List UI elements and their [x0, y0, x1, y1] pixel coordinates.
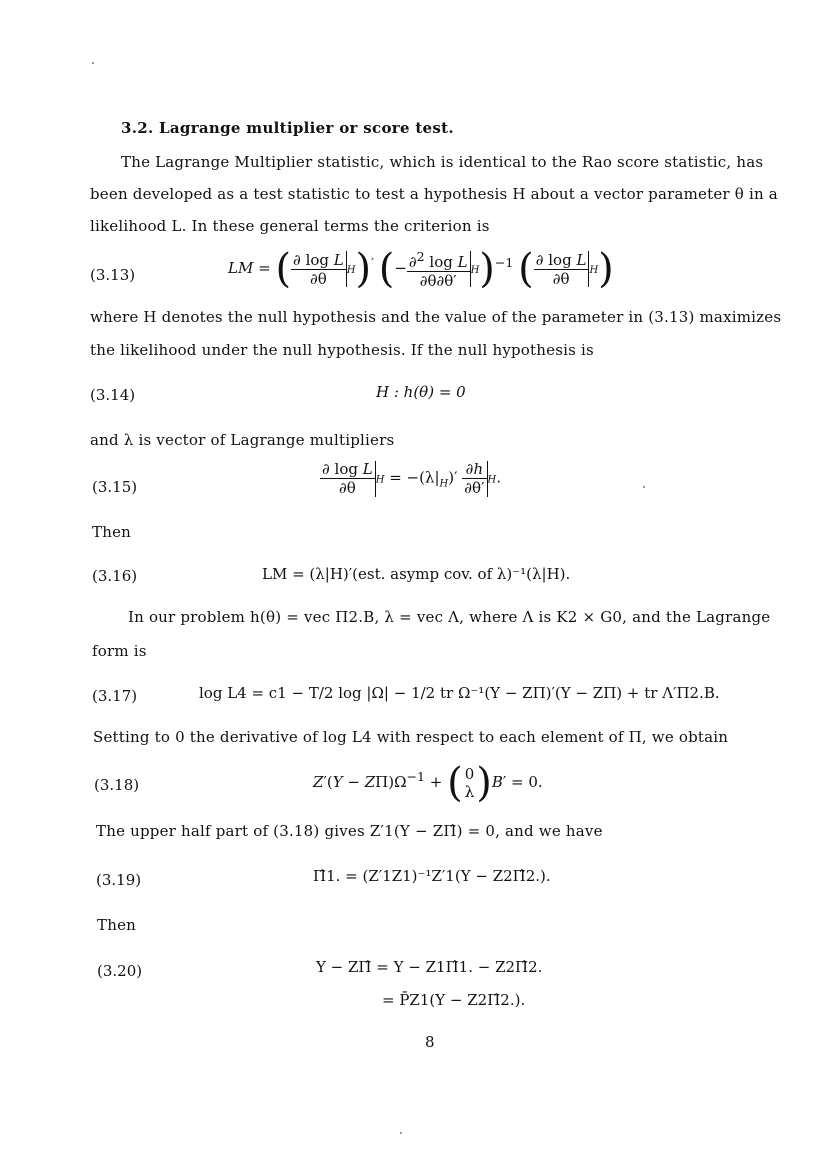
equation-number: (3.16) [92, 567, 138, 585]
equation-number: (3.14) [90, 386, 136, 404]
scan-speck [400, 1132, 402, 1134]
paragraph-line: The Lagrange Multiplier statistic, which is identical to the Rao score statistic, has [121, 153, 764, 171]
paragraph-line: and λ is vector of Lagrange multipliers [90, 431, 395, 449]
equation-3-19: Π̂1. = (Z′1Z1)⁻¹Z′1(Y − Z2Π̂2.). [313, 867, 551, 885]
equation-number: (3.20) [97, 962, 143, 980]
equation-number: (3.17) [92, 687, 138, 705]
equation-number: (3.18) [94, 776, 140, 794]
equation-number: (3.13) [90, 266, 136, 284]
equation-3-18: $Z'(Y - Z\Pi)\Omega^{-1}$ + ( 0 λ )B′ = 0. [313, 760, 543, 806]
equation-3-20-line2: = P̄Z1(Y − Z2Π̂2.). [382, 991, 526, 1009]
equation-3-17: log L4 = c1 − T/2 log |Ω| − 1/2 tr Ω⁻¹(Y − ZΠ)′(Y − ZΠ) + tr Λ′Π2.B. [199, 684, 720, 702]
equation-number: (3.15) [92, 478, 138, 496]
paragraph-line: In our problem h(θ) = vec Π2.B, λ = vec Λ, where Λ is K2 × G0, and the Lagrange [128, 608, 771, 626]
paragraph-line: where H denotes the null hypothesis and the value of the parameter in (3.13) maximizes [90, 308, 782, 326]
equation-3-13: LM = ( $\frac{\text{∂ log L}}{\partial\theta}$ H)′ (− $\frac{\partial^2 \log L}{\partial\theta\partial\theta'}$ H)$^{-1}$ ( $\frac{\text{∂ log L}}{\partial\theta}$ H) [228, 246, 614, 292]
paragraph-line: form is [92, 642, 147, 660]
paragraph-line: The upper half part of (3.18) gives Z′1(Y − ZΠ̂) = 0, and we have [96, 822, 603, 840]
section-heading: 3.2. Lagrange multiplier or score test. [121, 119, 454, 137]
equation-3-15: $\frac{\text{∂ log L}}{\partial\theta}$ $H = -(\lambda|_H)'$ $\frac{\partial h}{\partial\theta'}$ H. [322, 460, 502, 497]
scan-speck [92, 62, 94, 64]
equation-3-14: H : h(θ) = 0 [376, 383, 466, 401]
paragraph-line: likelihood L. In these general terms the criterion is [90, 217, 490, 235]
page-number: 8 [425, 1033, 435, 1051]
equation-3-16: LM = (λ|H)′(est. asymp cov. of λ)⁻¹(λ|H). [262, 565, 571, 583]
equation-3-20-line1: Y − ZΠ̂ = Y − Z1Π̂1. − Z2Π̂2. [316, 958, 543, 976]
paragraph-line: the likelihood under the null hypothesis. If the null hypothesis is [90, 341, 594, 359]
paragraph-line: been developed as a test statistic to test a hypothesis H about a vector parameter θ in a [90, 185, 778, 203]
equation-number: (3.19) [96, 871, 142, 889]
paragraph-line: Then [97, 916, 137, 934]
paragraph-line: Setting to 0 the derivative of log L4 with respect to each element of Π, we obtain [93, 728, 729, 746]
paragraph-line: Then [92, 523, 132, 541]
scan-speck [643, 486, 645, 488]
